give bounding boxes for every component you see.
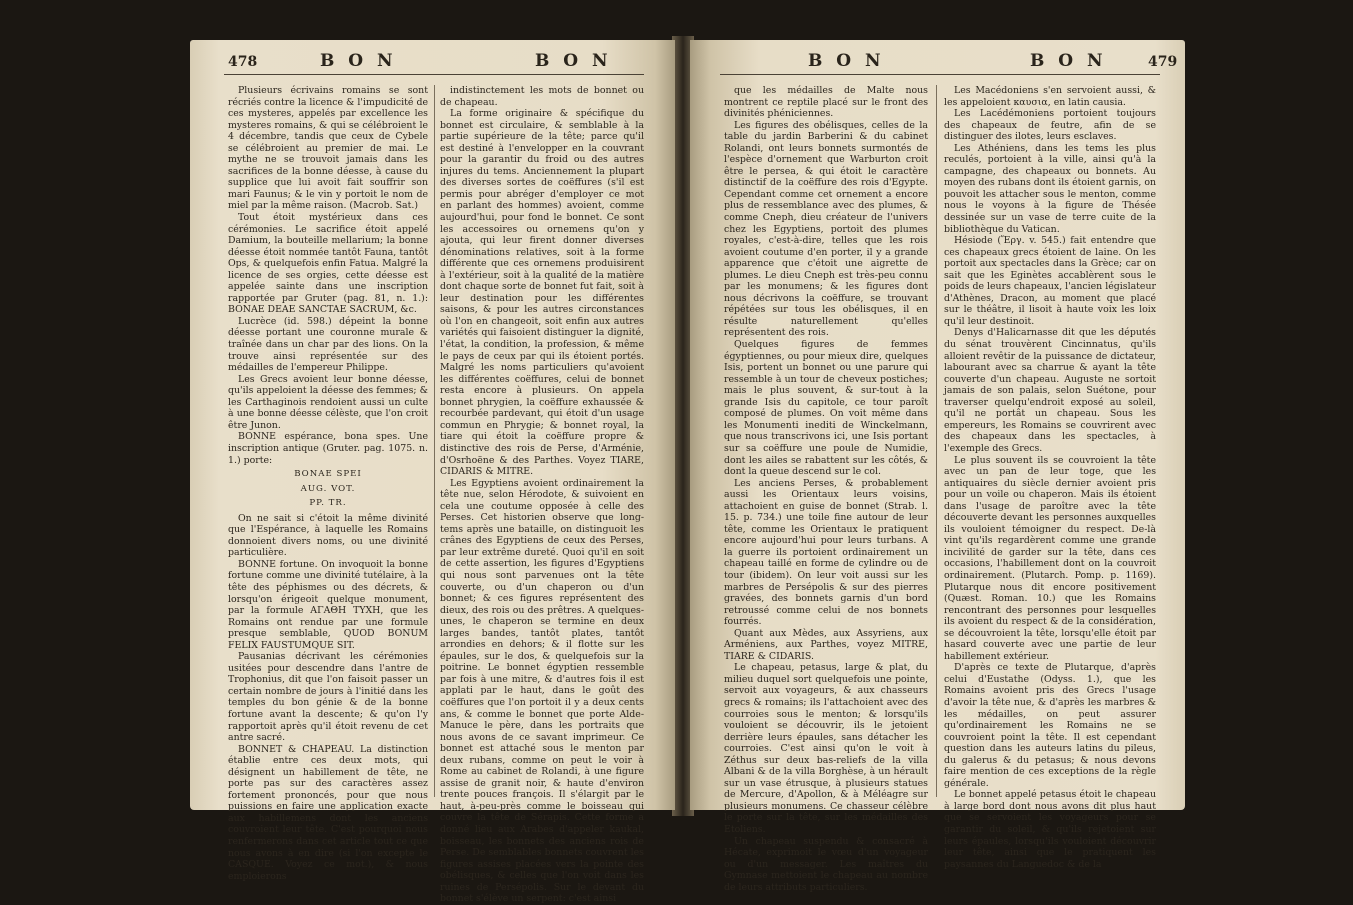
paragraph: BONNET & CHAPEAU. La distinction établie entre ces deux mots, qui désignent un habillement de tête, ne porte pas sur des caractères assez fortement prononcés, pour que nous puissions en faire une application exacte aux habillemens dont les anciens couvroient leur tête. C'est pourquoi nous renfermerons dans cet article tout ce que nous avons à en dire (si l'on excepte le CASQUE. Voyez ce mot.), & nous emploierons bbox=[228, 743, 428, 882]
paragraph: Plusieurs écrivains romains se sont récriés contre la licence & l'impudicité de ces mysteres, appelés par excellence les mysteres romains, & qui se célébroient le 4 décembre, tandis que ceux de Cybele se célébroient au premier de mai. Le mythe ne se trouvoit jamais dans les sacrifices de la bonne déesse, à cause du supplice que lui avoit fait souffrir son mari Faunus; & le vin y portoit le nom de miel par la même raison. (Macrob. Sat.) bbox=[228, 85, 428, 212]
paragraph: Pausanias décrivant les cérémonies usitées pour descendre dans l'antre de Trophonius, dit que l'on faisoit passer un certain nombre de jours à l'initié dans les temples du bon génie & de la bonne fortune avant la descente; & qu'on l'y rapportoit après qu'il étoit revenu de cet antre sacré. bbox=[228, 651, 428, 744]
left-column-1 bbox=[228, 85, 428, 882]
paragraph: Le chapeau, petasus, large & plat, du milieu duquel sort quelquefois une pointe, servoit aux voyageurs, & aux chasseurs grecs & romains; ils l'attachoient avec des courroies sous le menton; & lorsqu'ils vouloient se découvrir, ils le jetoient derrière leurs épaules, sans détacher les courroies. C'est ainsi qu'on le voit à Zéthus sur deux bas-reliefs de la villa Albani & de la villa Borghèse, à un hérault sur un vase étrusque, à plusieurs statues de Mercure, d'Apollon, & à Méléagre sur plusieurs monumens. Ce chasseur célèbre le porte sur la tête, sur les médailles des Etoliens. bbox=[724, 662, 928, 835]
paragraph: La forme originaire & spécifique du bonnet est circulaire, & semblable à la partie supérieure de la tête; parce qu'il est destiné à l'envelopper en la couvrant pour la garantir du froid ou des autres injures du tems. Anciennement la plupart des diverses sortes de coëffures (s'il est permis pour abréger d'employer ce mot en parlant des hommes) avoient, comme aujourd'hui, pour fond le bonnet. Ce sont les accessoires ou ornemens qu'on y ajouta, qui leur firent donner diverses dénominations relatives, soit à la forme différente que ces ornemens produisirent à l'extérieur, soit à la qualité de la matière dont chaque sorte de bonnet fut fait, soit à leur destination pour les différentes saisons, & pour les autres circonstances où l'on en changeoit, soit enfin aux autres variétés qui faisoient distinguer la dignité, l'état, la condition, la profession, & même le pays de ceux par qui ils étoient portés. Malgré les noms particuliers qu'avoient les différentes coëffures, celui de bonnet resta encore à plusieurs. On appela bonnet phrygien, la coëffure exhaussée & recourbée pardevant, qui étoit d'un usage commun en Phrygie; & bonnet royal, la tiare qui étoit la coëffure propre & distinctive des rois de Perse, d'Arménie, d'Osrhoëne & des Parthes. Voyez TIARE, CIDARIS & MITRE. bbox=[440, 108, 644, 478]
paragraph: Un chapeau suspendu & consacré à Hécate, exprimoit le vœu d'un voyageur ou d'un messager. Les maîtres du Gymnase mettoient le chapeau au nombre de leurs attributs particuliers. bbox=[724, 835, 928, 893]
paragraph: Les anciens Perses, & probablement aussi les Orientaux leurs voisins, attachoient en guise de bonnet (Strab. l. 15. p. 734.) une toile fine autour de leur tête, comme les Orientaux le pratiquent encore aujourd'hui pour leurs turbans. A la guerre ils portoient ordinairement un chapeau taillé en forme de cylindre ou de tour (ibidem). On leur voit aussi sur les marbres de Persépolis & sur des pierres gravées, des bonnets garnis d'un bord retroussé comme celui de nos bonnets fourrés. bbox=[724, 477, 928, 628]
paragraph: indistinctement les mots de bonnet ou de chapeau. bbox=[440, 85, 644, 108]
paragraph: Lucrèce (id. 598.) dépeint la bonne déesse portant une couronne murale & traînée dans un char par des lions. On la trouve ainsi représentée sur des médailles de l'empereur Philippe. bbox=[228, 315, 428, 374]
paragraph: PP. TR. bbox=[309, 498, 347, 509]
right-page-number: 479 bbox=[1148, 54, 1178, 70]
right-page bbox=[690, 40, 1185, 893]
paragraph: BONAE SPEI bbox=[294, 469, 362, 480]
paragraph: Tout étoit mystérieux dans ces cérémonies. Le sacrifice étoit appelé Damium, la bouteille mellarium; la bonne déesse étoit nommée tantôt Fauna, tantôt Ops, & quelquefois enfin Fatua. Malgré la licence de ses orgies, cette déesse est appelée sainte dans une inscription rapportée par Gruter (pag. 81, n. 1.): BONAE DEAE SANCTAE SACRUM, &c. bbox=[228, 212, 428, 316]
paragraph: D'après ce texte de Plutarque, d'après celui d'Eustathe (Odyss. 1.), que les Romains avoient pris des Grecs l'usage d'avoir la tête nue, & d'après les marbres & les médailles, on peut assurer qu'ordinairement les Romains ne se couvroient point la tête. Il est cependant question dans les auteurs latins du pileus, du galerus & du petasus; & nous devons faire mention de ces exceptions de la règle générale. bbox=[944, 662, 1156, 789]
paragraph: Les Egyptiens avoient ordinairement la tête nue, selon Hérodote, & suivoient en cela une coutume opposée à celle des Perses. Cet historien observe que long-tems après une bataille, on distinguoit les crânes des Egyptiens de ceux des Perses, par leur extrême dureté. Quoi qu'il en soit de cette assertion, les figures d'Egyptiens qui nous sont parvenues ont la tête couverte, ou d'un chaperon ou d'un bonnet; & ces figures représentent des dieux, des rois ou des prêtres. A quelques-unes, le chaperon se termine en deux larges bandes, tantôt plates, tantôt arrondies en dehors; & il flotte sur les épaules, sur le dos, & quelquefois sur la poitrine. Le bonnet égyptien ressemble par fois à une mitre, & d'autres fois il est applati par le haut, dans le goût des coëffures que l'on portoit il y a deux cents ans, & comme le bonnet que porte Alde-Manuce le père, dans les portraits que nous avons de ce savant imprimeur. Ce bonnet est attaché sous le menton par deux rubans, comme on peut le voir à Rome au cabinet de Rolandi, à une figure assise de granit noir, & haute d'environ trente pouces françois. Il s'élargit par le haut, à-peu-près comme le boisseau qui couvre la tête de Sérapis. Cette forme a donné lieu aux Arabes d'appeler kaukal, boisseau, les bonnets des anciens rois de Perse. De semblables bonnets couvrent les figures assises placées vers la pointe des obélisques, & celles que l'on voit dans les ruines de Persépolis. Sur le devant du bonnet s'élève un serpent: c'est ainsi bbox=[440, 477, 644, 905]
paragraph: Les Athéniens, dans les tems les plus reculés, portoient à la ville, ainsi qu'à la campagne, des chapeaux ou bonnets. Au moyen des rubans dont ils étoient garnis, on pouvoit les attacher sous le menton, comme nous le voyons à la figure de Thésée dessinée sur un vase de terre cuite de la bibliothèque du Vatican. bbox=[944, 142, 1156, 235]
paragraph: BONNE espérance, bona spes. Une inscription antique (Gruter. pag. 1075. n. 1.) porte: bbox=[228, 431, 428, 466]
right-header-rule bbox=[720, 74, 1160, 75]
left-page bbox=[190, 40, 675, 905]
right-running-head-1: B O N bbox=[808, 51, 885, 71]
right-column-2 bbox=[944, 85, 1156, 870]
paragraph: Quant aux Mèdes, aux Assyriens, aux Arméniens, aux Parthes, voyez MITRE, TIARE & CIDARIS. bbox=[724, 627, 928, 662]
paragraph: Denys d'Halicarnasse dit que les députés du sénat trouvèrent Cincinnatus, qu'ils alloient revêtir de la puissance de dictateur, labourant avec sa charrue & ayant la tête couverte d'un chapeau. Auguste ne sortoit jamais de son palais, selon Suétone, pour traverser quelqu'endroit exposé au soleil, qu'il ne portât un chapeau. Sous les empereurs, les Romains se couvrirent avec des chapeaux dans les spectacles, à l'exemple des Grecs. bbox=[944, 327, 1156, 454]
paragraph: Les Macédoniens s'en servoient aussi, & les appeloient καυσια, en latin causia. bbox=[944, 85, 1156, 108]
paragraph: BONNE fortune. On invoquoit la bonne fortune comme une divinité tutélaire, à la tête des péphismes ou des décrets, & lorsqu'on érigeoit quelque monument, par la formule ΑΓΑΘΗ ΤΥΧΗ, que les Romains ont rendue par une formule presque semblable, QUOD BONUM FELIX FAUSTUMQUE SIT. bbox=[228, 558, 428, 651]
paragraph: AUG. VOT. bbox=[300, 483, 356, 494]
paragraph: Les Lacédémoniens portoient toujours des chapeaux de feutre, afin de se distinguer des ilotes, leurs esclaves. bbox=[944, 108, 1156, 143]
paragraph: Le bonnet appelé petasus étoit le chapeau à large bord dont nous avons dit plus haut que se servoient les voyageurs pour se garantir du soleil, & qu'ils rejetoient sur leurs épaules, lorsqu'ils vouloient découvrir leur tête, ainsi que le pratiquent les paysannes du Languedoc & de la bbox=[944, 789, 1156, 870]
paragraph: que les médailles de Malte nous montrent ce reptile placé sur le front des divinités phéniciennes. bbox=[724, 85, 928, 120]
left-page-number: 478 bbox=[228, 54, 258, 70]
paragraph: Les Grecs avoient leur bonne déesse, qu'ils appeloient la déesse des femmes; & les Carthaginois rendoient aussi un culte à une bonne déesse célèste, que l'on croit être Junon. bbox=[228, 373, 428, 431]
left-running-head-1: B O N bbox=[320, 51, 397, 71]
left-header-rule bbox=[224, 74, 644, 75]
right-page-header bbox=[690, 48, 1185, 74]
left-column-2 bbox=[440, 85, 644, 905]
paragraph: Quelques figures de femmes égyptiennes, ou pour mieux dire, quelques Isis, portent un bonnet ou une parure qui ressemble à un tour de cheveux postiches; mais le plus souvent, & sur-tout à la grande Isis du capitole, ce tour paroît composé de plumes. On voit même dans les Monumenti inediti de Winckelmann, que nous transcrivons ici, une Isis portant sur sa coëffure une poule de Numidie, dont les ailes se rabattent sur les côtés, & dont la queue descend sur le col. bbox=[724, 339, 928, 478]
paragraph: Hésiode (Ἔργ. v. 545.) fait entendre que ces chapeaux grecs étoient de laine. On les portoit aux spectacles dans la Grèce; car on sait que les Eginètes accablèrent sous le poids de leurs chapeaux, l'ancien législateur d'Athènes, Dracon, au moment que placé sur le théâtre, il lisoit à haute voix les loix qu'il leur destinoit. bbox=[944, 235, 1156, 327]
right-column-divider bbox=[936, 85, 937, 797]
left-page-header bbox=[190, 48, 675, 74]
left-running-head-2: B O N bbox=[535, 51, 612, 71]
paragraph: Les figures des obélisques, celles de la table du jardin Barberini & du cabinet Rolandi, ont leurs bonnets surmontés de l'espèce d'ornement que Warburton croit être le persea, & qui étoit le caractère distinctif de la coëffure des rois d'Egypte. Cependant comme cet ornement a encore plus de ressemblance avec des plumes, & comme Cneph, dieu créateur de l'univers chez les Egyptiens, portoit des plumes royales, c'est-à-dire, telles que les rois avoient coutume d'en porter, il y a grande apparence que c'étoit une aigrette de plumes. Le dieu Cneph est très-peu connu par les monumens; & les figures dont nous décrivons la coëffure, se trouvant répétées sur tous les obélisques, il en résulte naturellement qu'elles représentent des rois. bbox=[724, 119, 928, 339]
left-column-divider bbox=[434, 85, 435, 797]
right-running-head-2: B O N bbox=[1030, 51, 1107, 71]
right-column-1 bbox=[724, 85, 928, 893]
paragraph: On ne sait si c'étoit la même divinité que l'Espérance, à laquelle les Romains donnoient divers noms, ou une divinité particulière. bbox=[228, 512, 428, 559]
paragraph: Le plus souvent ils se couvroient la tête avec un pan de leur toge, que les antiquaires du siècle dernier avoient pris pour un voile ou chaperon. Mais ils étoient dans l'usage de paroître avec la tête découverte devant les personnes auxquelles ils vouloient témoigner du respect. De-là vint qu'ils regardèrent comme une grande incivilité de garder sur la tête, dans ces occasions, l'habillement dont on la couvroit ordinairement. (Plutarch. Pomp. p. 1169). Plutarque nous dit encore positivement (Quæst. Roman. 10.) que les Romains rencontrant des personnes pour lesquelles ils avoient du respect & de la considération, se découvroient la tête, lorsqu'elle étoit par hasard couverte avec une partie de leur habillement extérieur. bbox=[944, 454, 1156, 662]
